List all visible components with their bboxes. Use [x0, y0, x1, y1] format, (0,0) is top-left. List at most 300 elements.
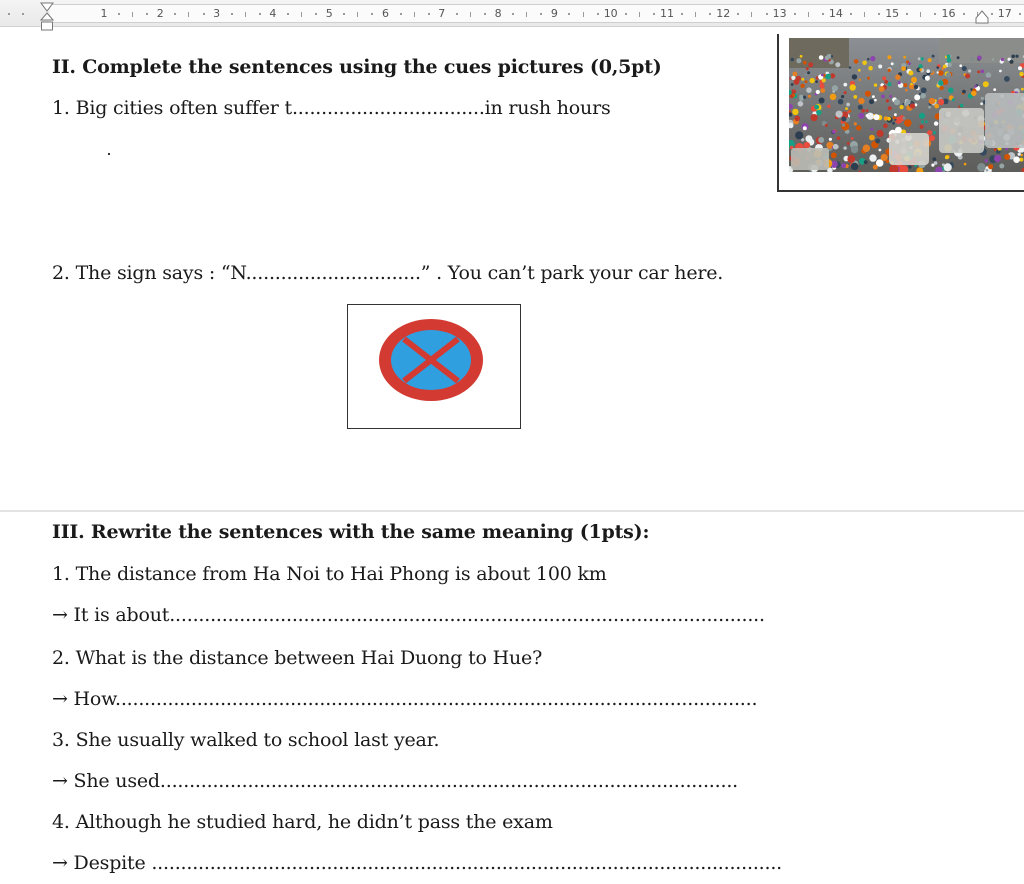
crowd-dot: [931, 164, 934, 167]
ruler-tick: [301, 12, 302, 17]
crowd-dot: [873, 165, 878, 170]
ruler-tick: [639, 12, 640, 17]
crowd-dot: [994, 148, 997, 151]
crowd-dot: [921, 120, 924, 123]
crowd-dot: [904, 119, 912, 127]
crowd-dot: [992, 58, 994, 60]
crowd-dot: [804, 142, 811, 149]
ruler-tick: [371, 13, 373, 15]
crowd-dot: [911, 77, 917, 83]
crowd-dot: [851, 137, 854, 140]
crowd-dot: [993, 88, 996, 91]
crowd-dot: [944, 163, 952, 171]
crowd-dot: [920, 125, 924, 129]
crowd-dot: [964, 163, 967, 166]
crowd-dot: [983, 81, 989, 87]
crowd-dot: [847, 155, 855, 163]
ruler-tick: [1019, 13, 1021, 15]
ruler-tick: [597, 13, 599, 15]
ruler-number: 5: [325, 7, 333, 20]
crowd-dot: [843, 83, 847, 87]
crowd-dot: [798, 101, 804, 107]
crowd-dot: [851, 146, 859, 154]
crowd-dot: [819, 55, 824, 60]
section-divider: [0, 510, 1024, 512]
ruler-tick: [245, 12, 246, 17]
crowd-dot: [791, 76, 795, 80]
ruler-tick: [751, 12, 752, 17]
crowd-dot: [845, 107, 848, 110]
crowd-dot: [906, 100, 911, 105]
ruler-number: 3: [213, 7, 221, 20]
ruler-tick: [315, 13, 317, 15]
crowd-dot: [943, 65, 947, 69]
ruler-tick: [203, 13, 205, 15]
crowd-dot: [882, 76, 886, 80]
crowd-dot: [908, 165, 911, 168]
crowd-dot: [970, 88, 972, 90]
stray-dot: [108, 153, 110, 155]
crowd-dot: [986, 169, 989, 172]
traffic-jam-photo: [789, 38, 1024, 172]
crowd-dot: [960, 104, 964, 108]
crowd-dot: [948, 88, 954, 94]
crowd-dot: [816, 110, 821, 115]
ruler-tick: [625, 13, 627, 15]
crowd-dot: [928, 58, 932, 62]
crowd-dot: [791, 83, 794, 86]
crowd-dot: [842, 124, 845, 127]
crowd-dot: [846, 103, 850, 107]
crowd-dot: [929, 98, 935, 104]
crowd-dot: [872, 95, 875, 98]
rewrite-question-3: 3. She usually walked to school last year.: [52, 729, 440, 751]
right-indent-marker-icon[interactable]: [975, 10, 989, 24]
ruler-tick: [146, 13, 148, 15]
ruler-number: 13: [772, 7, 787, 20]
crowd-dot: [988, 164, 993, 169]
crowd-dot: [891, 62, 894, 65]
crowd-dot: [886, 160, 889, 163]
crowd-dot: [903, 117, 906, 120]
ruler-tick: [878, 13, 880, 15]
crowd-dot: [819, 83, 824, 88]
crowd-dot: [883, 124, 888, 129]
ruler-tick: [512, 13, 514, 15]
crowd-dot: [792, 94, 795, 97]
horizontal-ruler[interactable]: [0, 0, 1024, 27]
crowd-dot: [900, 105, 904, 109]
crowd-dot: [841, 163, 846, 168]
ruler-tick: [850, 13, 852, 15]
ruler-tick: [906, 13, 908, 15]
ruler-tick: [470, 12, 471, 17]
crowd-dot: [999, 164, 1004, 169]
ruler-tick: [583, 12, 584, 17]
rewrite-answer-3: → She used...................................................................................................: [52, 770, 739, 792]
ruler-number: 8: [494, 7, 502, 20]
crowd-dot: [810, 78, 815, 83]
ruler-tick: [568, 13, 570, 15]
ruler-number: 16: [941, 7, 956, 20]
crowd-dot: [827, 105, 830, 108]
crowd-dot: [814, 105, 819, 110]
ruler-tick: [132, 12, 133, 17]
crowd-dot: [851, 163, 859, 171]
crowd-dot: [807, 71, 810, 74]
ruler-number: 12: [716, 7, 731, 20]
crowd-dot: [957, 56, 960, 59]
ruler-tick: [231, 13, 233, 15]
crowd-dot: [1004, 76, 1010, 82]
crowd-dot: [805, 73, 808, 76]
ruler-tick: [343, 13, 345, 15]
crowd-dot: [977, 163, 986, 172]
crowd-dot: [815, 80, 818, 83]
indent-marker-icon[interactable]: [40, 2, 54, 34]
crowd-dot: [822, 78, 826, 82]
crowd-dot: [1009, 60, 1013, 64]
crowd-dot: [994, 155, 1001, 162]
crowd-dot: [895, 127, 902, 134]
crowd-dot: [832, 130, 836, 134]
crowd-dot: [870, 128, 873, 131]
crowd-dot: [858, 113, 864, 119]
ruler-tick: [681, 13, 683, 15]
crowd-dot: [881, 95, 885, 99]
ruler-number: 10: [603, 7, 618, 20]
crowd-dot: [821, 74, 824, 77]
crowd-dot: [888, 69, 891, 72]
crowd-dot: [849, 66, 852, 69]
crowd-dot: [1001, 58, 1004, 61]
crowd-dot: [808, 62, 813, 67]
ruler-number: 7: [438, 7, 446, 20]
crowd-dot: [1018, 153, 1021, 156]
ruler-tick: [357, 12, 358, 17]
crowd-dot: [934, 121, 938, 125]
crowd-dot: [932, 157, 936, 161]
ruler-tick: [808, 12, 809, 17]
crowd-dot: [803, 61, 807, 65]
crowd-dot: [888, 106, 892, 110]
crowd-dot: [796, 76, 801, 81]
crowd-dot: [874, 83, 877, 86]
crowd-dot: [854, 122, 857, 125]
crowd-dot: [1004, 154, 1010, 160]
crowd-dot: [908, 62, 911, 65]
crowd-dot: [1021, 154, 1023, 156]
crowd-dot: [833, 144, 839, 150]
crowd-dot: [836, 111, 843, 118]
ruler-number: 15: [885, 7, 900, 20]
crowd-dot: [801, 78, 804, 81]
rewrite-answer-4: → Despite ............................................................................................................: [52, 852, 783, 874]
crowd-dot: [801, 138, 804, 141]
crowd-dot: [928, 106, 931, 109]
crowd-dot: [805, 80, 808, 83]
crowd-dot: [905, 89, 908, 92]
crowd-dot: [962, 90, 966, 94]
crowd-dot: [796, 58, 801, 63]
crowd-dot: [934, 104, 939, 109]
sign-frame: [347, 304, 521, 429]
crowd-dot: [971, 57, 975, 61]
crowd-dot: [879, 149, 882, 152]
crowd-dot: [884, 80, 888, 84]
crowd-dot: [895, 75, 900, 80]
crowd-dot: [825, 74, 831, 80]
crowd-dot: [843, 146, 846, 149]
crowd-dot: [864, 160, 868, 164]
crowd-dot: [925, 120, 928, 123]
crowd-dot: [830, 94, 837, 101]
ruler-tick: [766, 13, 768, 15]
crowd-dot: [981, 70, 985, 74]
crowd-dot: [852, 74, 857, 79]
crowd-dot: [877, 130, 884, 137]
crowd-dot: [800, 55, 803, 58]
ruler-tick: [653, 13, 655, 15]
crowd-dot: [968, 69, 971, 72]
ruler-tick: [920, 12, 921, 17]
crowd-dot: [820, 88, 825, 93]
crowd-dot: [878, 65, 882, 69]
crowd-dot: [806, 87, 812, 93]
crowd-dot: [870, 56, 875, 61]
crowd-dot: [937, 71, 939, 73]
crowd-dot: [829, 138, 832, 141]
crowd-dot: [901, 66, 906, 71]
ruler-tick: [822, 13, 824, 15]
crowd-dot: [919, 113, 925, 119]
crowd-dot: [791, 58, 795, 62]
crowd-dot: [977, 56, 982, 61]
crowd-dot: [894, 99, 900, 105]
crowd-dot: [962, 66, 967, 71]
ruler-tick: [259, 13, 261, 15]
crowd-dot: [874, 99, 877, 102]
crowd-dot: [898, 81, 901, 84]
no-parking-sign-icon: [348, 305, 522, 430]
crowd-dot: [965, 74, 970, 79]
crowd-dot: [938, 70, 944, 76]
crowd-dot: [938, 80, 943, 85]
crowd-dot: [919, 68, 922, 71]
crowd-dot: [837, 136, 841, 140]
crowd-dot: [986, 72, 992, 78]
crowd-dot: [794, 116, 800, 122]
crowd-dot: [858, 69, 861, 72]
ruler-number: 11: [660, 7, 674, 20]
ruler-tick: [456, 13, 458, 15]
ruler-tick: [414, 12, 415, 17]
crowd-dot: [800, 84, 804, 88]
crowd-dot: [865, 91, 871, 97]
crowd-dot: [844, 91, 847, 94]
crowd-dot: [816, 90, 820, 94]
crowd-dot: [947, 55, 951, 59]
crowd-dot: [866, 109, 869, 112]
ruler-number: 9: [550, 7, 558, 20]
crowd-dot: [803, 126, 807, 130]
crowd-dot: [977, 70, 980, 73]
crowd-dot: [914, 94, 920, 100]
crowd-dot: [818, 137, 824, 143]
crowd-dot: [868, 66, 873, 71]
crowd-dot: [841, 117, 846, 122]
crowd-dot: [869, 135, 875, 141]
ruler-tick: [188, 12, 189, 17]
ruler-tick: [934, 13, 936, 15]
crowd-dot: [808, 95, 811, 98]
crowd-dot: [921, 87, 927, 93]
crowd-dot: [903, 56, 906, 59]
crowd-dot: [832, 85, 838, 91]
crowd-dot: [908, 71, 913, 76]
crowd-dot: [874, 114, 880, 120]
crowd-dot: [893, 116, 896, 119]
crowd-dot: [980, 102, 983, 105]
ruler-tick: [174, 13, 176, 15]
crowd-dot: [926, 69, 930, 73]
ruler-tick: [695, 12, 696, 17]
question-2-text: 2. The sign says : “N..............................” . You can’t park your car here.: [52, 262, 724, 284]
crowd-dot: [889, 95, 892, 98]
crowd-dot: [1021, 88, 1024, 91]
rewrite-question-2: 2. What is the distance between Hai Duong to Hue?: [52, 647, 543, 669]
crowd-dot: [792, 109, 798, 115]
crowd-dot: [819, 98, 825, 104]
crowd-dot: [869, 99, 874, 104]
crowd-dot: [850, 84, 856, 90]
crowd-dot: [920, 57, 923, 60]
ruler-tick: [428, 13, 430, 15]
crowd-dot: [914, 85, 918, 89]
crowd-dot: [811, 114, 818, 121]
crowd-dot: [1013, 156, 1020, 163]
crowd-dot: [854, 59, 859, 64]
crowd-dot: [875, 139, 880, 144]
crowd-dot: [910, 83, 913, 86]
crowd-dot: [971, 91, 976, 96]
crowd-dot: [981, 97, 984, 100]
ruler-number: 14: [828, 7, 843, 20]
ruler-number: 1: [100, 7, 108, 20]
crowd-dot: [825, 56, 830, 61]
crowd-dot: [863, 145, 870, 152]
crowd-dot: [847, 142, 850, 145]
crowd-dot: [879, 86, 885, 92]
crowd-dot: [1011, 55, 1015, 59]
crowd-dot: [862, 61, 867, 66]
crowd-dot: [959, 64, 962, 67]
crowd-dot: [831, 152, 837, 158]
crowd-dot: [835, 62, 840, 67]
crowd-dot: [793, 72, 798, 77]
crowd-dot: [853, 95, 857, 99]
crowd-dot: [948, 63, 952, 67]
crowd-dot: [1019, 158, 1023, 162]
crowd-dot: [918, 57, 921, 60]
crowd-dot: [999, 70, 1002, 73]
crowd-dot: [795, 131, 803, 139]
crowd-dot: [888, 82, 892, 86]
crowd-dot: [858, 105, 863, 110]
crowd-dot: [910, 103, 915, 108]
crowd-dot: [940, 86, 944, 90]
crowd-dot: [938, 99, 944, 105]
ruler-tick: [526, 12, 527, 17]
crowd-dot: [886, 99, 889, 102]
crowd-dot: [892, 122, 895, 125]
crowd-dot: [985, 159, 988, 162]
crowd-dot: [861, 109, 865, 113]
rewrite-answer-1: → It is about......................................................................................................: [52, 604, 765, 626]
section-3-heading: III. Rewrite the sentences with the same meaning (1pts):: [52, 521, 650, 543]
question-1-text: 1. Big cities often suffer t.................................in rush hours: [52, 97, 611, 119]
crowd-dot: [869, 154, 876, 161]
ruler-tick: [864, 12, 865, 17]
section-2-heading: II. Complete the sentences using the cues pictures (0,5pt): [52, 56, 662, 78]
crowd-dot: [867, 77, 870, 80]
crowd-dot: [920, 93, 926, 99]
crowd-dot: [1019, 72, 1023, 76]
crowd-dot: [947, 58, 952, 63]
crowd-dot: [884, 116, 888, 120]
crowd-dot: [887, 55, 891, 59]
crowd-dot: [859, 79, 861, 81]
ruler-tick: [400, 13, 402, 15]
ruler-tick: [484, 13, 486, 15]
crowd-dot: [929, 135, 935, 141]
crowd-dot: [932, 55, 935, 58]
ruler-tick: [963, 13, 965, 15]
crowd-dot: [867, 58, 870, 61]
crowd-dot: [841, 123, 849, 131]
crowd-dot: [894, 113, 897, 116]
ruler-tick: [118, 13, 120, 15]
ruler-tick: [991, 13, 993, 15]
crowd-dot: [925, 76, 930, 81]
ruler-tick: [287, 13, 289, 15]
crowd-dot: [806, 67, 809, 70]
crowd-dot: [799, 95, 803, 99]
ruler-number: 6: [382, 7, 389, 20]
ruler-number: 17: [997, 7, 1012, 20]
ruler-tick: [709, 13, 711, 15]
crowd-dot: [858, 98, 864, 104]
rewrite-question-1: 1. The distance from Ha Noi to Hai Phong is about 100 km: [52, 563, 607, 585]
crowd-dot: [856, 125, 861, 130]
crowd-dot: [825, 124, 828, 127]
crowd-dot: [1018, 66, 1022, 70]
ruler-tick: [540, 13, 542, 15]
ruler-tick: [737, 13, 739, 15]
crowd-dot: [933, 131, 936, 134]
crowd-dot: [946, 72, 951, 77]
crowd-dot: [945, 156, 949, 160]
crowd-dot: [934, 161, 938, 165]
crowd-dot: [866, 114, 869, 117]
crowd-dot: [952, 98, 955, 101]
crowd-dot: [838, 99, 844, 105]
rewrite-answer-2: → How..............................................................................................................: [52, 688, 758, 710]
crowd-dot: [903, 83, 907, 87]
rewrite-question-4: 4. Although he studied hard, he didn’t pass the exam: [52, 811, 553, 833]
crowd-dot: [831, 55, 833, 57]
ruler-tick: [8, 13, 10, 15]
